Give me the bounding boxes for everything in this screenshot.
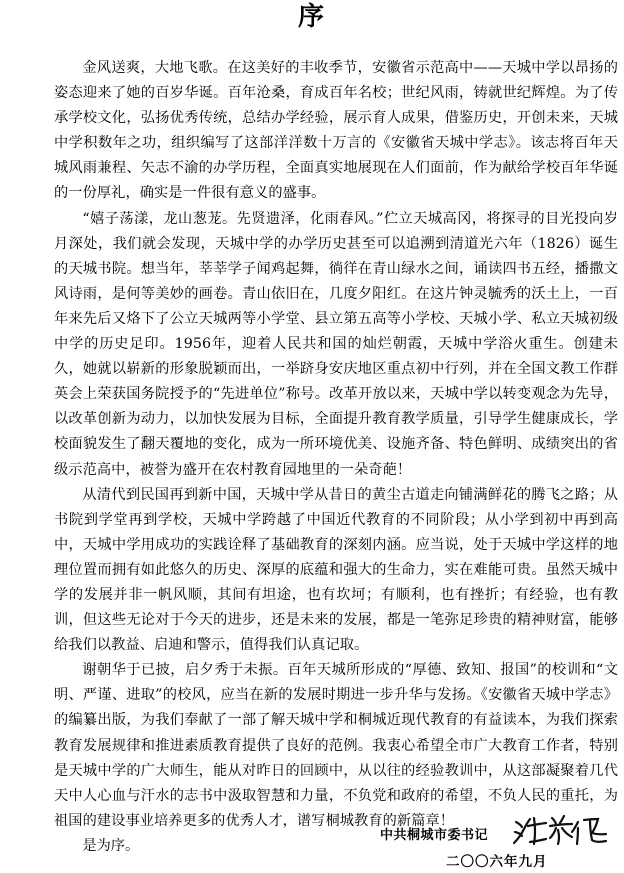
- signature-title: 中共桐城市委书记: [380, 828, 489, 843]
- paragraph-4: 谢朝华于已披，启夕秀于未振。百年天城所形成的“厚德、致知、报国”的校训和“文明、严谨、进取”的校风，应当在新的发展时期进一步升华与发扬。《安徽省天城中学志》的编纂出版，为我们奉献了一部了解天城中学和桐城近现代教育的有益读本，为我们探索教育发展规律和推进素质教育提供了良好的范例。我衷心希望全市广大教育工作者，特别是天城中学的广大师生，能从对昨日的回顾中，从以往的经验教训中，从这部凝聚着几代天中人心血与汗水的志书中汲取智慧和力量，不负党和政府的希望，不负人民的重托，为祖国的建设事业培养更多的优秀人才，谱写桐城教育的新篇章！: [54, 662, 618, 829]
- handwritten-signature: [512, 812, 612, 846]
- document-body: [54, 56, 618, 859]
- closing-line: 是为序。: [82, 837, 140, 854]
- paragraph-2: “嬉子荡漾，龙山葱茏。先贤遗泽，化雨春风。”伫立天城高冈，将探寻的目光投向岁月深处，我们就会发现，天城中学的办学历史甚至可以追溯到清道光六年（1826）诞生的天城书院。想当年，莘莘学子闻鸡起舞，徜徉在青山绿水之间，诵读四书五经，播撒文风诗雨，是何等美妙的画卷。青山依旧在，几度夕阳红。在这片钟灵毓秀的沃土上，一百年来先后又烙下了公立天城两等小学堂、县立第五高等小学校、天城小学、私立天城初级中学的历史足印。1956年，迎着人民共和国的灿烂朝霞，天城中学浴火重生。创建未久，她就以崭新的形象脱颖而出，一举跻身安庆地区重点初中行列，并在全国文教工作群英会上荣获国务院授予的“先进单位”称号。改革开放以来，天城中学以转变观念为先导，以改革创新为动力，以加快发展为目标，全面提升教育教学质量，引导学生健康成长，学校面貌发生了翻天覆地的变化，成为一所环境优美、设施齐备、特色鲜明、成绩突出的省级示范高中，被誉为盛开在农村教育园地里的一朵奇葩！: [54, 210, 618, 478]
- date-line: 二〇〇六年九月: [446, 854, 548, 870]
- paragraph-1: 金风送爽，大地飞歌。在这美好的丰收季节，安徽省示范高中——天城中学以昂扬的姿态迎来了她的百岁华诞。百年沧桑，育成百年名校；世纪风雨，铸就世纪辉煌。为了传承学校文化，弘扬优秀传统，总结办学经验，展示育人成果，借鉴历史，开创未来，天城中学积数年之功，组织编写了这部洋洋数十万言的《安徽省天城中学志》。该志将百年天城风雨兼程、矢志不渝的办学历程，全面真实地展现在人们面前，作为献给学校百年华诞的一份厚礼，确实是一件很有意义的盛事。: [54, 60, 618, 202]
- paragraph-3: 从清代到民国再到新中国，天城中学从昔日的黄尘古道走向铺满鲜花的腾飞之路；从书院到学堂再到学校，天城中学跨越了中国近代教育的不同阶段；从小学到初中再到高中，天城中学用成功的实践诠释了基础教育的深刻内涵。应当说，处于天城中学这样的地理位置而拥有如此悠久的历史、深厚的底蕴和强大的生命力，实在难能可贵。虽然天城中学的发展并非一帆风顺，其间有坦途，也有坎坷；有顺利，也有挫折；有经验，也有教训，但这些无论对于今天的进步，还是未来的发展，都是一笔弥足珍贵的精神财富，能够给我们以教益、启迪和警示，值得我们认真记取。: [54, 486, 618, 654]
- page-title: 序: [297, 2, 326, 32]
- signature-block: [380, 818, 620, 848]
